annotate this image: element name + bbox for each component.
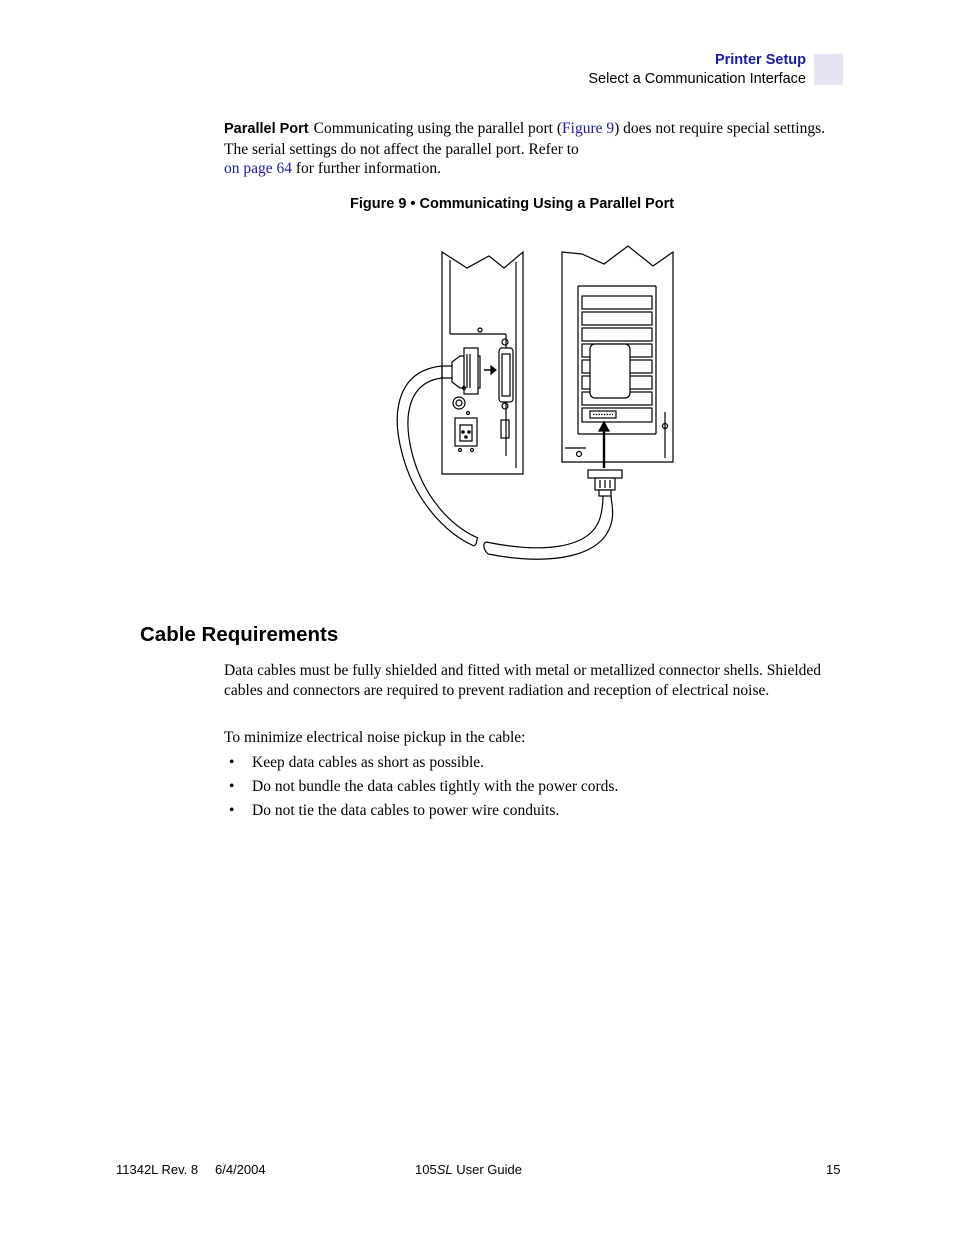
noise-intro-text: To minimize electrical noise pickup in the cable:	[224, 729, 526, 746]
cable-requirements-heading: Cable Requirements	[140, 623, 339, 646]
bullet-icon: •	[229, 802, 235, 819]
noise-tips-list	[224, 753, 618, 825]
header-section-title: Select a Communication Interface	[588, 71, 806, 87]
footer-guide-title	[415, 1162, 522, 1177]
computer-cable-plug	[588, 470, 622, 496]
computer-rear-panel	[562, 246, 673, 462]
footer-page-number: 15	[826, 1162, 841, 1177]
figure-9-link[interactable]: Figure 9	[562, 120, 615, 137]
parallel-port-paragraph	[224, 119, 829, 179]
cable-requirements-body: Data cables must be fully shielded and fitted with metal or metallized connector shells. Shielded cables and connectors are required to prevent radiation and reception of electrical noise.	[224, 662, 822, 699]
footer-date: 6/4/2004	[215, 1162, 266, 1177]
parallel-port-lead: Parallel Port	[224, 121, 309, 137]
footer-title-prefix: 105	[415, 1162, 437, 1177]
list-item	[224, 777, 618, 801]
parallel-port-text-1: Communicating using the parallel port (	[313, 120, 563, 137]
parallel-port-text-2: ) does not require special settings. The serial settings do not affect the parallel port. Refer to	[224, 120, 826, 158]
list-item-text: Keep data cables as short as possible.	[252, 754, 485, 771]
bullet-icon: •	[229, 778, 235, 795]
list-item-text: Do not tie the data cables to power wire conduits.	[252, 802, 560, 819]
header-chapter-link[interactable]: Printer Setup	[714, 52, 806, 68]
parallel-port-illustration	[390, 238, 690, 578]
list-item	[224, 801, 618, 825]
parallel-port-text-3: for further information.	[292, 160, 441, 177]
footer-doc-number: 11342L Rev. 8	[116, 1162, 199, 1177]
footer-title-suffix: User Guide	[452, 1162, 522, 1177]
figure-caption: Figure 9 • Communicating Using a Parallel Port	[350, 196, 675, 212]
list-item	[224, 753, 618, 777]
bullet-icon: •	[229, 754, 235, 771]
page-64-link[interactable]: on page 64	[224, 160, 293, 177]
chapter-tab-marker	[814, 54, 843, 85]
footer-title-model: SL	[436, 1162, 453, 1177]
list-item-text: Do not bundle the data cables tightly with the power cords.	[252, 778, 619, 795]
